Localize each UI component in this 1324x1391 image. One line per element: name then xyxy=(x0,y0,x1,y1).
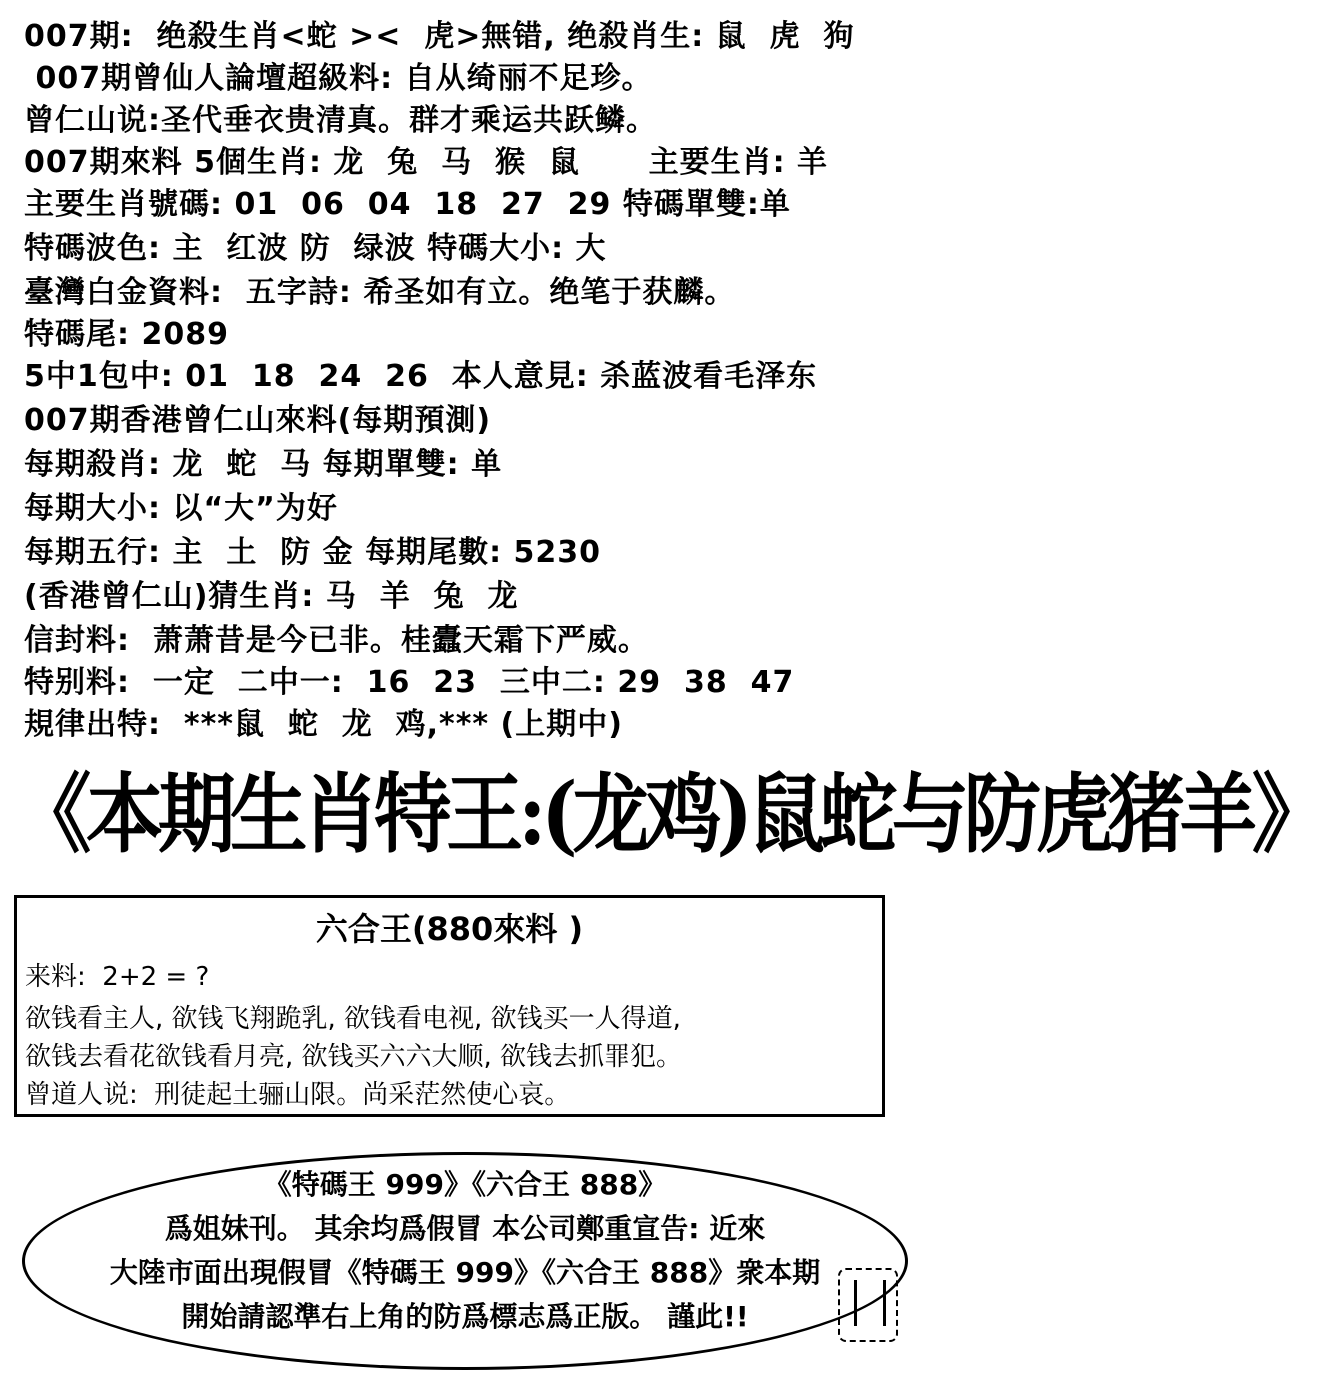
box-line: 来料: 2+2 = ? xyxy=(25,962,210,992)
oval-line: 開始請認準右上角的防爲標志爲正版。 謹此!! xyxy=(181,1300,749,1333)
text-line: 臺灣白金資料: 五字詩: 希圣如有立。绝笔于获麟。 xyxy=(24,275,736,310)
oval-line: 《特碼王 999》《六合王 888》 xyxy=(263,1168,667,1201)
text-line: 曾仁山说:圣代垂衣贵清真。群才乘运共跃鳞。 xyxy=(24,103,657,138)
box-line: 欲钱看主人, 欲钱飞翔跪乳, 欲钱看电视, 欲钱买一人得道, xyxy=(25,1004,681,1034)
headline-banner: 《本期生肖特王:(龙鸡)鼠蛇与防虎猪羊》 xyxy=(14,764,1324,865)
text-line: 007期香港曾仁山來料(每期預測) xyxy=(24,403,492,438)
text-line: 5中1包中: 01 18 24 26 本人意見: 杀蓝波看毛泽东 xyxy=(24,359,818,394)
text-line: (香港曾仁山)猜生肖: 马 羊 兔 龙 xyxy=(24,579,519,614)
text-line: 每期五行: 主 土 防 金 每期尾數: 5230 xyxy=(24,535,602,570)
oval-line: 爲姐妹刊。 其余均爲假冒 本公司鄭重宣告: 近來 xyxy=(164,1212,766,1245)
anti-counterfeit-stamp-icon xyxy=(838,1268,898,1342)
text-line: 特别料: 一定 二中一: 16 23 三中二: 29 38 47 xyxy=(24,665,795,700)
text-line: 特碼波色: 主 红波 防 绿波 特碼大小: 大 xyxy=(24,231,607,266)
text-line: 007期: 绝殺生肖<蛇 >< 虎>無错, 绝殺肖生: 鼠 虎 狗 xyxy=(24,19,855,54)
text-line: 每期殺肖: 龙 蛇 马 每期單雙: 单 xyxy=(24,447,503,482)
liuhe-box xyxy=(14,895,885,1117)
text-line: 規律出特: ***鼠 蛇 龙 鸡,*** (上期中) xyxy=(24,707,623,742)
box-title: 六合王(880來料 ) xyxy=(315,910,584,948)
text-line: 007期曾仙人論壇超級料: 自从绮丽不足珍。 xyxy=(24,61,653,96)
notice-oval xyxy=(22,1152,908,1370)
oval-line: 大陸市面出現假冒《特碼王 999》《六合王 888》衆本期 xyxy=(109,1256,821,1289)
text-line: 信封料: 萧萧昔是今已非。桂蠹天霜下严威。 xyxy=(24,623,649,658)
text-line: 每期大小: 以“大”为好 xyxy=(24,491,338,526)
text-line: 主要生肖號碼: 01 06 04 18 27 29 特碼單雙:单 xyxy=(24,187,791,222)
text-line: 007期來料 5個生肖: 龙 兔 马 猴 鼠 主要生肖: 羊 xyxy=(24,145,829,180)
text-line: 特碼尾: 2089 xyxy=(24,317,229,352)
box-line: 曾道人说: 刑徒起土骊山限。尚采茫然使心哀。 xyxy=(25,1080,571,1110)
box-line: 欲钱去看花欲钱看月亮, 欲钱买六六大顺, 欲钱去抓罪犯。 xyxy=(25,1042,683,1072)
